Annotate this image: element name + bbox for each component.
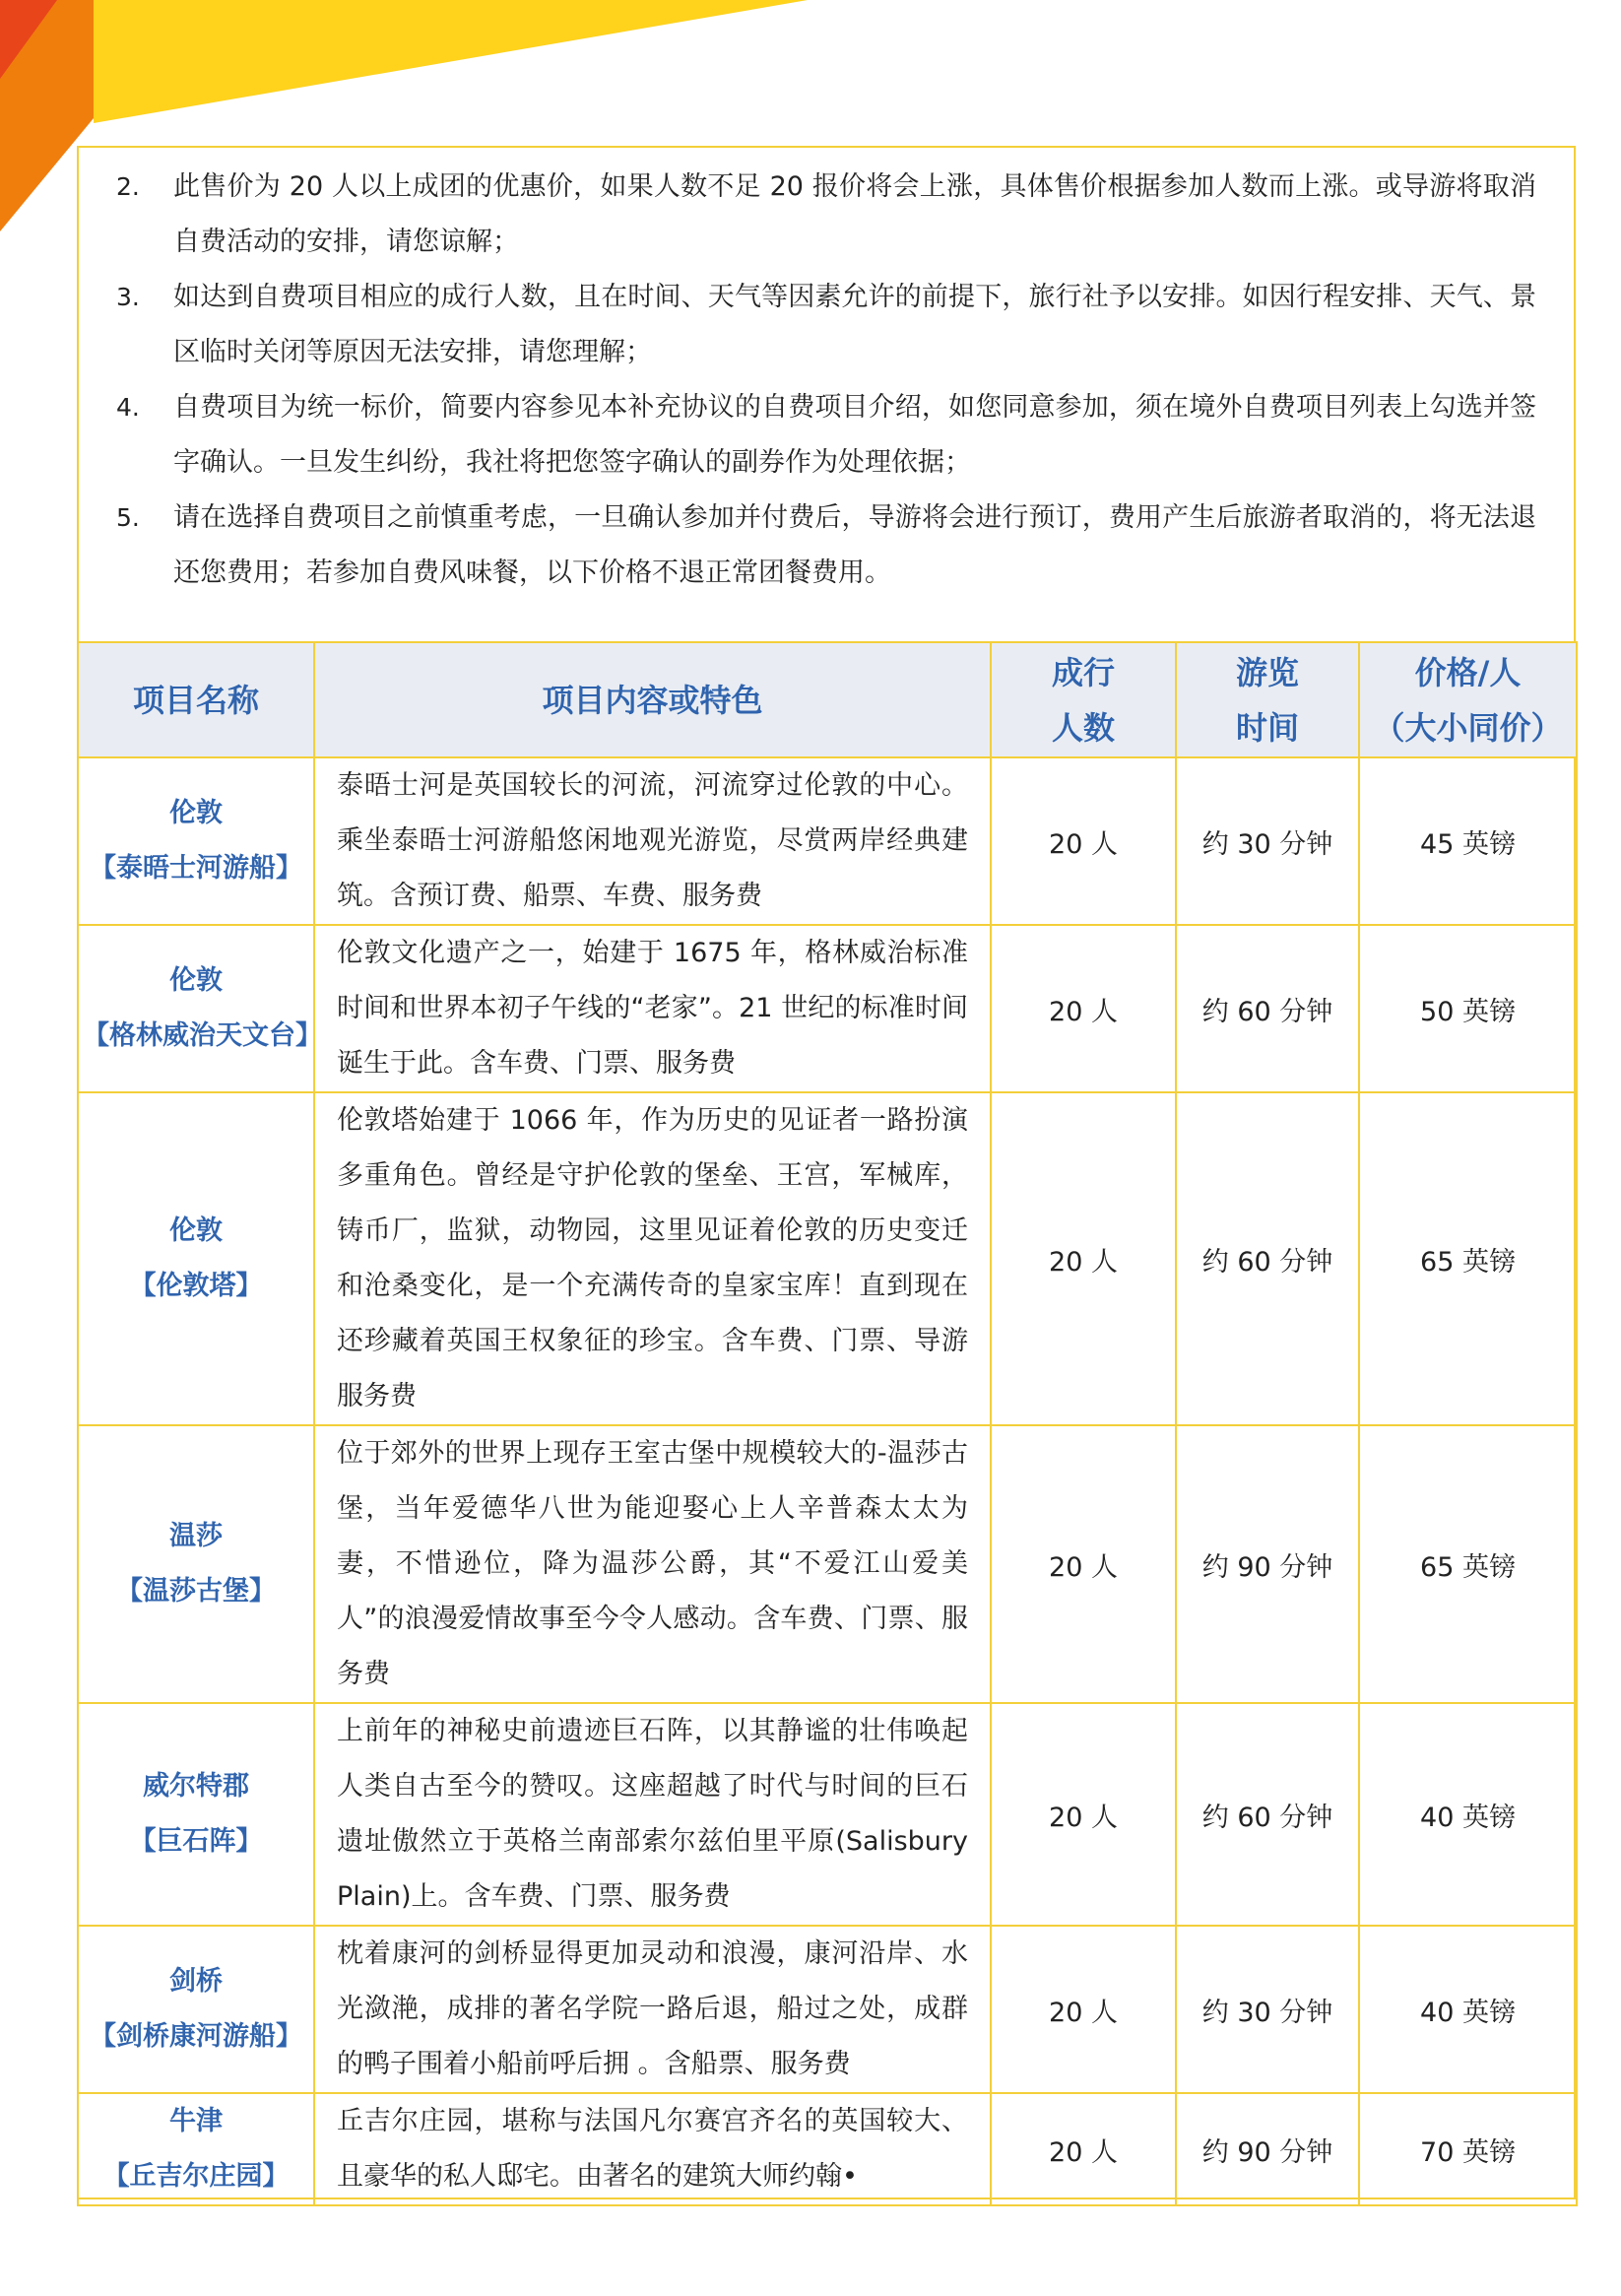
item-visit-time: 约 60 分钟	[1176, 1703, 1359, 1926]
table-header-row	[78, 642, 1577, 757]
item-group-size: 20 人	[991, 1926, 1176, 2093]
item-name-cell	[78, 2093, 314, 2205]
item-name-cell	[78, 1703, 314, 1926]
item-name-cell	[78, 925, 322, 1092]
table-row	[78, 2093, 1577, 2205]
header-item-content: 项目内容或特色	[314, 642, 991, 757]
item-price: 70 英镑	[1359, 2093, 1577, 2205]
item-group-size: 20 人	[991, 925, 1176, 1092]
note-text: 此售价为 20 人以上成团的优惠价，如果人数不足 20 报价将会上涨，具体售价根据参加人数而上涨。或导游将取消自费活动的安排，请您谅解；	[173, 171, 1536, 257]
item-city: 牛津	[169, 2106, 223, 2136]
item-description: 位于郊外的世界上现存王室古堡中规模较大的-温莎古堡，当年爱德华八世为能迎娶心上人辛普森太太为妻，不惜逊位，降为温莎公爵，其“不爱江山爱美人”的浪漫爱情故事至今令人感动。含车费、门票、服务费	[314, 1425, 991, 1703]
note-text: 请在选择自费项目之前慎重考虑，一旦确认参加并付费后，导游将会进行预订，费用产生后旅游者取消的，将无法退还您费用；若参加自费风味餐，以下价格不退正常团餐费用。	[173, 502, 1536, 588]
item-group-size: 20 人	[991, 1703, 1176, 1926]
header-price-line2: （大小同价）	[1373, 708, 1563, 747]
table-row	[78, 1425, 1577, 1703]
item-city: 伦敦	[169, 1215, 223, 1246]
item-name-cell	[78, 757, 314, 925]
item-visit-time: 约 90 分钟	[1176, 1425, 1359, 1703]
note-number: 5.	[116, 503, 140, 532]
item-group-size: 20 人	[991, 2093, 1176, 2205]
item-description: 上前年的神秘史前遗迹巨石阵，以其静谧的壮伟唤起人类自古至今的赞叹。这座超越了时代与时间的巨石遗址傲然立于英格兰南部索尔兹伯里平原(Salisbury Plain)上。含车费、门票、服务费	[314, 1703, 991, 1926]
item-price: 45 英镑	[1359, 757, 1577, 925]
item-visit-time: 约 30 分钟	[1176, 757, 1359, 925]
item-price: 65 英镑	[1359, 1092, 1577, 1425]
item-description-cell	[314, 2093, 991, 2205]
note-number: 3.	[116, 283, 140, 311]
item-visit-time: 约 90 分钟	[1176, 2093, 1359, 2205]
item-city: 伦敦	[169, 798, 223, 828]
note-item	[116, 491, 1536, 601]
note-number: 4.	[116, 393, 140, 422]
item-title: 【剑桥康河游船】	[90, 2021, 302, 2052]
item-city: 伦敦	[169, 965, 223, 996]
item-name-cell	[78, 1926, 314, 2093]
notes-list	[79, 148, 1574, 601]
item-visit-time: 约 60 分钟	[1176, 925, 1359, 1092]
table-row	[78, 757, 1577, 925]
item-title: 【温莎古堡】	[116, 1576, 276, 1607]
item-title: 【伦敦塔】	[129, 1271, 263, 1301]
item-description: 丘吉尔庄园，堪称与法国凡尔赛宫齐名的英国较大、且豪华的私人邸宅。由著名的建筑大师约翰•	[337, 2106, 968, 2192]
note-item	[116, 270, 1536, 380]
item-description: 泰晤士河是英国较长的河流，河流穿过伦敦的中心。乘坐泰晤士河游船悠闲地观光游览，尽赏两岸经典建筑。含预订费、船票、车费、服务费	[314, 757, 991, 925]
note-number: 2.	[116, 172, 140, 201]
header-visit-time-line2: 时间	[1235, 708, 1299, 747]
table-row	[78, 1926, 1577, 2093]
item-description: 枕着康河的剑桥显得更加灵动和浪漫，康河沿岸、水光潋滟，成排的著名学院一路后退，船过之处，成群的鸭子围着小船前呼后拥 。含船票、服务费	[314, 1926, 991, 2093]
optional-tours-table	[77, 641, 1578, 2206]
item-city: 剑桥	[169, 1966, 223, 1997]
header-visit-time-line1: 游览	[1235, 653, 1299, 691]
item-title: 【泰晤士河游船】	[90, 853, 302, 884]
item-group-size: 20 人	[991, 1425, 1176, 1703]
header-group-size-line1: 成行	[1051, 653, 1115, 691]
item-title: 【格林威治天文台】	[83, 1020, 322, 1051]
item-description: 伦敦塔始建于 1066 年，作为历史的见证者一路扮演多重角色。曾经是守护伦敦的堡垒、王宫，军械库，铸币厂，监狱，动物园，这里见证着伦敦的历史变迁和沧桑变化，是一个充满传奇的皇家宝库！直到现在还珍藏着英国王权象征的珍宝。含车费、门票、导游服务费	[314, 1092, 991, 1425]
item-city: 威尔特郡	[143, 1771, 249, 1802]
note-item	[116, 160, 1536, 270]
note-text: 自费项目为统一标价，简要内容参见本补充协议的自费项目介绍，如您同意参加，须在境外自费项目列表上勾选并签字确认。一旦发生纠纷，我社将把您签字确认的副券作为处理依据；	[173, 392, 1536, 478]
table-row	[78, 1092, 1577, 1425]
item-title: 【丘吉尔庄园】	[102, 2161, 290, 2192]
item-visit-time: 约 30 分钟	[1176, 1926, 1359, 2093]
item-name-cell	[78, 1092, 314, 1425]
table-row	[78, 925, 1577, 1092]
item-price: 40 英镑	[1359, 1703, 1577, 1926]
table-row	[78, 1703, 1577, 1926]
note-item	[116, 380, 1536, 491]
item-price: 50 英镑	[1359, 925, 1577, 1092]
item-price: 40 英镑	[1359, 1926, 1577, 2093]
item-city: 温莎	[169, 1521, 223, 1551]
header-group-size	[991, 642, 1176, 757]
item-title: 【巨石阵】	[129, 1826, 263, 1857]
item-description: 伦敦文化遗产之一，始建于 1675 年，格林威治标准时间和世界本初子午线的“老家”。21 世纪的标准时间诞生于此。含车费、门票、服务费	[314, 925, 991, 1092]
header-item-name: 项目名称	[78, 642, 314, 757]
note-text: 如达到自费项目相应的成行人数，且在时间、天气等因素允许的前提下，旅行社予以安排。如因行程安排、天气、景区临时关闭等原因无法安排，请您理解；	[173, 282, 1536, 367]
item-group-size: 20 人	[991, 1092, 1176, 1425]
item-visit-time: 约 60 分钟	[1176, 1092, 1359, 1425]
item-name-cell	[78, 1425, 314, 1703]
header-price-line1: 价格/人	[1414, 653, 1522, 691]
header-price	[1359, 642, 1577, 757]
header-group-size-line2: 人数	[1051, 708, 1115, 747]
item-group-size: 20 人	[991, 757, 1176, 925]
header-visit-time	[1176, 642, 1359, 757]
item-price: 65 英镑	[1359, 1425, 1577, 1703]
